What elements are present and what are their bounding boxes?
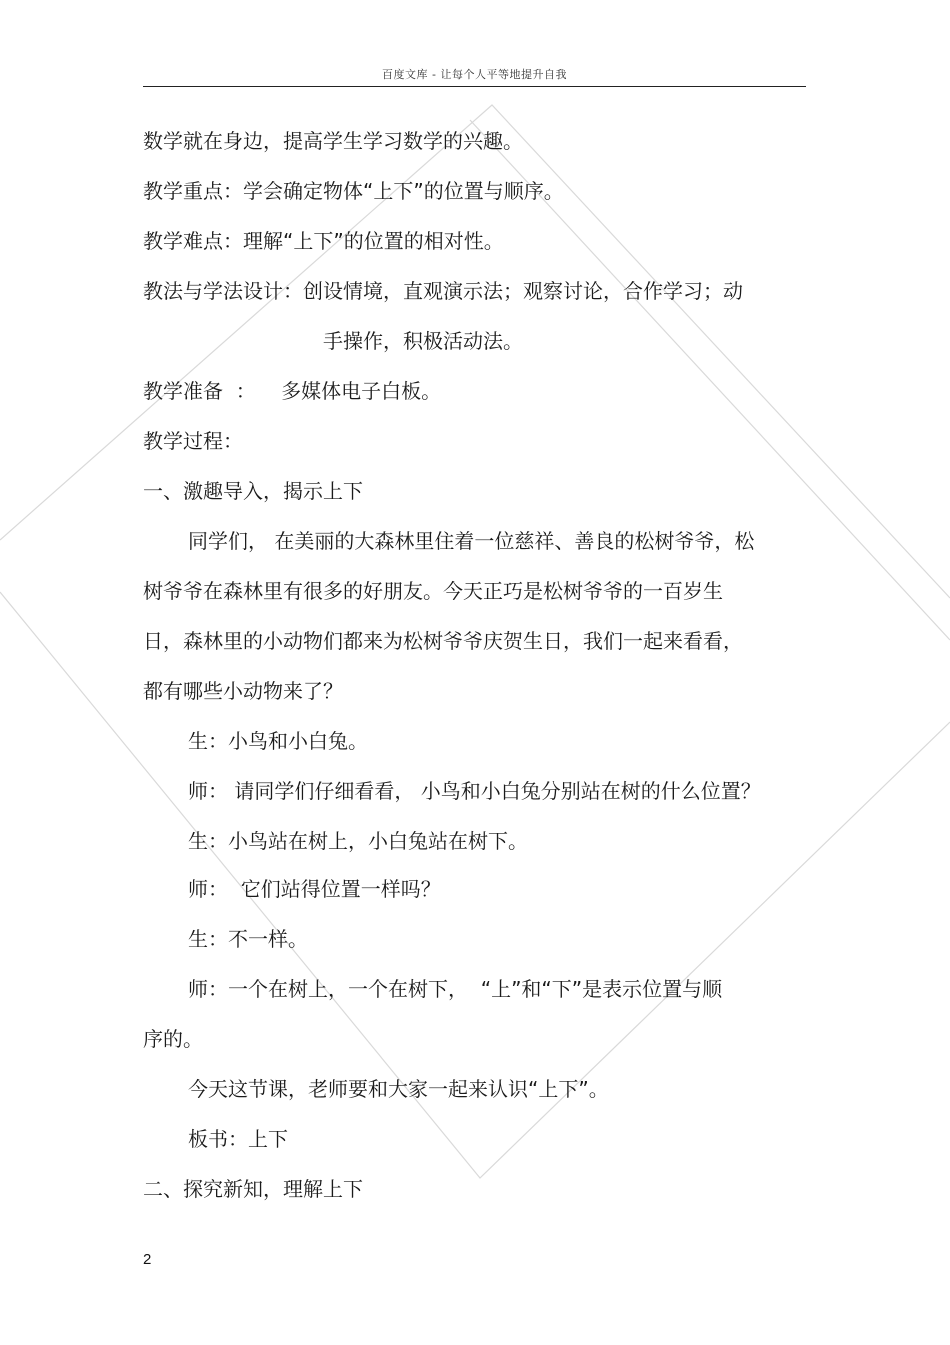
page-number: 2: [143, 1251, 152, 1268]
dialogue-line: 生：小鸟和小白兔。: [188, 729, 368, 753]
dialogue-line: 师： 请同学们仔细看看， 小鸟和小白兔分别站在树的什么位置？: [188, 779, 761, 803]
header-divider: [143, 86, 806, 87]
difficulty-line: 教学难点：理解“上下”的位置的相对性。: [143, 229, 504, 253]
section-heading-2: 二、探究新知，理解上下: [143, 1177, 363, 1201]
dialogue-line-continued: 序的。: [143, 1027, 203, 1051]
blackboard-line: 板书：上下: [188, 1127, 288, 1151]
dialogue-line: 师： 它们站得位置一样吗？: [188, 877, 441, 901]
paragraph-line: 今天这节课，老师要和大家一起来认识“上下”。: [188, 1077, 609, 1101]
paragraph-line: 树爷爷在森林里有很多的好朋友。今天正巧是松树爷爷的一百岁生: [143, 579, 723, 603]
paragraph-line: 同学们， 在美丽的大森林里住着一位慈祥、善良的松树爷爷，松: [188, 529, 755, 553]
text-line: 数学就在身边，提高学生学习数学的兴趣。: [143, 129, 523, 153]
dialogue-line: 师：一个在树上，一个在树下， “上”和“下”是表示位置与顺: [188, 977, 723, 1001]
section-heading-1: 一、激趣导入，揭示上下: [143, 479, 363, 503]
key-point-line: 教学重点：学会确定物体“上下”的位置与顺序。: [143, 179, 564, 203]
preparation-line: 教学准备 ： 多媒体电子白板。: [143, 379, 442, 403]
method-line-continued: 手操作，积极活动法。: [323, 329, 523, 353]
page-header: 百度文库 - 让每个人平等地提升自我: [382, 68, 567, 81]
paragraph-line: 日，森林里的小动物们都来为松树爷爷庆贺生日，我们一起来看看，: [143, 629, 743, 653]
process-heading: 教学过程：: [143, 429, 243, 453]
method-line: 教法与学法设计：创设情境，直观演示法；观察讨论，合作学习；动: [143, 279, 743, 303]
dialogue-line: 生：小鸟站在树上，小白兔站在树下。: [188, 829, 528, 853]
dialogue-line: 生：不一样。: [188, 927, 308, 951]
paragraph-line: 都有哪些小动物来了？: [143, 679, 343, 703]
